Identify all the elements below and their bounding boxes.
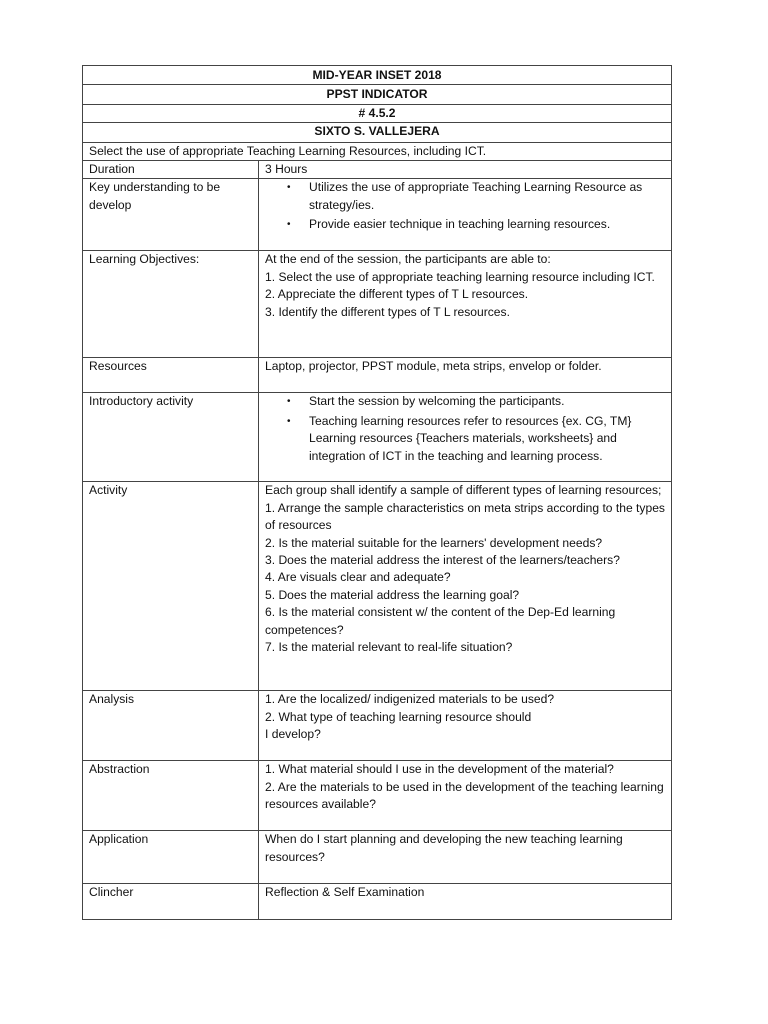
activity-line: 3. Does the material address the interest of the learners/teachers?	[265, 553, 620, 568]
document-title: MID-YEAR INSET 2018	[83, 66, 672, 85]
presenter-name: SIXTO S. VALLEJERA	[83, 123, 672, 142]
row-activity	[83, 482, 672, 691]
activity-content	[259, 482, 672, 691]
indicator-label: PPST INDICATOR	[83, 85, 672, 104]
application-label: Application	[83, 831, 259, 884]
analysis-line: 1. Are the localized/ indigenized materials to be used?	[265, 692, 555, 707]
resources-label: Resources	[83, 358, 259, 393]
row-abstraction	[83, 761, 672, 831]
resources-value: Laptop, projector, PPST module, meta strips, envelop or folder.	[259, 358, 672, 393]
list-item: • Utilizes the use of appropriate Teaching Learning Resource as strategy/ies.	[265, 179, 665, 214]
header-row-indicator	[83, 85, 672, 104]
clincher-value: Reflection & Self Examination	[259, 884, 672, 920]
header-row-title	[83, 66, 672, 85]
list-item: • Provide easier technique in teaching learning resources.	[265, 216, 665, 233]
row-analysis	[83, 691, 672, 761]
indicator-number: # 4.5.2	[83, 104, 672, 122]
activity-line: 2. Is the material suitable for the learners' development needs?	[265, 535, 603, 550]
objective-line: 1. Select the use of appropriate teaching learning resource including ICT.	[265, 269, 655, 284]
learning-objectives-content	[259, 251, 672, 358]
list-item: • Start the session by welcoming the participants.	[265, 393, 665, 410]
objective-line: At the end of the session, the participants are able to:	[265, 252, 551, 267]
activity-line: 1. Arrange the sample characteristics on meta strips according to the types of resources	[265, 500, 665, 533]
row-key-understanding	[83, 179, 672, 251]
analysis-label: Analysis	[83, 691, 259, 761]
session-plan-table	[82, 65, 672, 920]
introductory-activity-content	[259, 393, 672, 482]
header-row-number	[83, 104, 672, 122]
activity-label: Activity	[83, 482, 259, 691]
activity-line: Each group shall identify a sample of different types of learning resources;	[265, 483, 662, 498]
abstraction-content	[259, 761, 672, 831]
key-understanding-list	[265, 179, 665, 233]
abstraction-line: 2. Are the materials to be used in the development of the teaching learning resources available?	[265, 779, 664, 812]
learning-objectives-label: Learning Objectives:	[83, 251, 259, 358]
key-understanding-content	[259, 179, 672, 251]
analysis-line: I develop?	[265, 727, 321, 742]
activity-line: 5. Does the material address the learning goal?	[265, 587, 520, 602]
clincher-label: Clincher	[83, 884, 259, 920]
topic-row	[83, 142, 672, 160]
abstraction-label: Abstraction	[83, 761, 259, 831]
introductory-activity-label: Introductory activity	[83, 393, 259, 482]
abstraction-line: 1. What material should I use in the development of the material?	[265, 762, 614, 777]
topic-text: Select the use of appropriate Teaching Learning Resources, including ICT.	[83, 142, 672, 160]
key-understanding-label: Key understanding to be develop	[83, 179, 259, 251]
application-value: When do I start planning and developing the new teaching learning resources?	[259, 831, 672, 884]
row-application	[83, 831, 672, 884]
row-learning-objectives	[83, 251, 672, 358]
objective-line: 3. Identify the different types of T L resources.	[265, 304, 510, 319]
list-item: • Teaching learning resources refer to resources {ex. CG, TM} Learning resources {Teachers materials, worksheets} and integration of ICT in the teaching and learning process.	[265, 413, 665, 465]
objective-line: 2. Appreciate the different types of T L resources.	[265, 287, 529, 302]
header-row-presenter	[83, 123, 672, 142]
activity-line: 4. Are visuals clear and adequate?	[265, 570, 451, 585]
row-duration	[83, 161, 672, 179]
row-resources	[83, 358, 672, 393]
row-clincher	[83, 884, 672, 920]
analysis-line: 2. What type of teaching learning resource should	[265, 709, 532, 724]
duration-value: 3 Hours	[259, 161, 672, 179]
analysis-content	[259, 691, 672, 761]
activity-line: 7. Is the material relevant to real-life situation?	[265, 640, 513, 655]
duration-label: Duration	[83, 161, 259, 179]
activity-line: 6. Is the material consistent w/ the content of the Dep-Ed learning competences?	[265, 605, 616, 637]
introductory-activity-list	[265, 393, 665, 465]
row-introductory-activity	[83, 393, 672, 482]
